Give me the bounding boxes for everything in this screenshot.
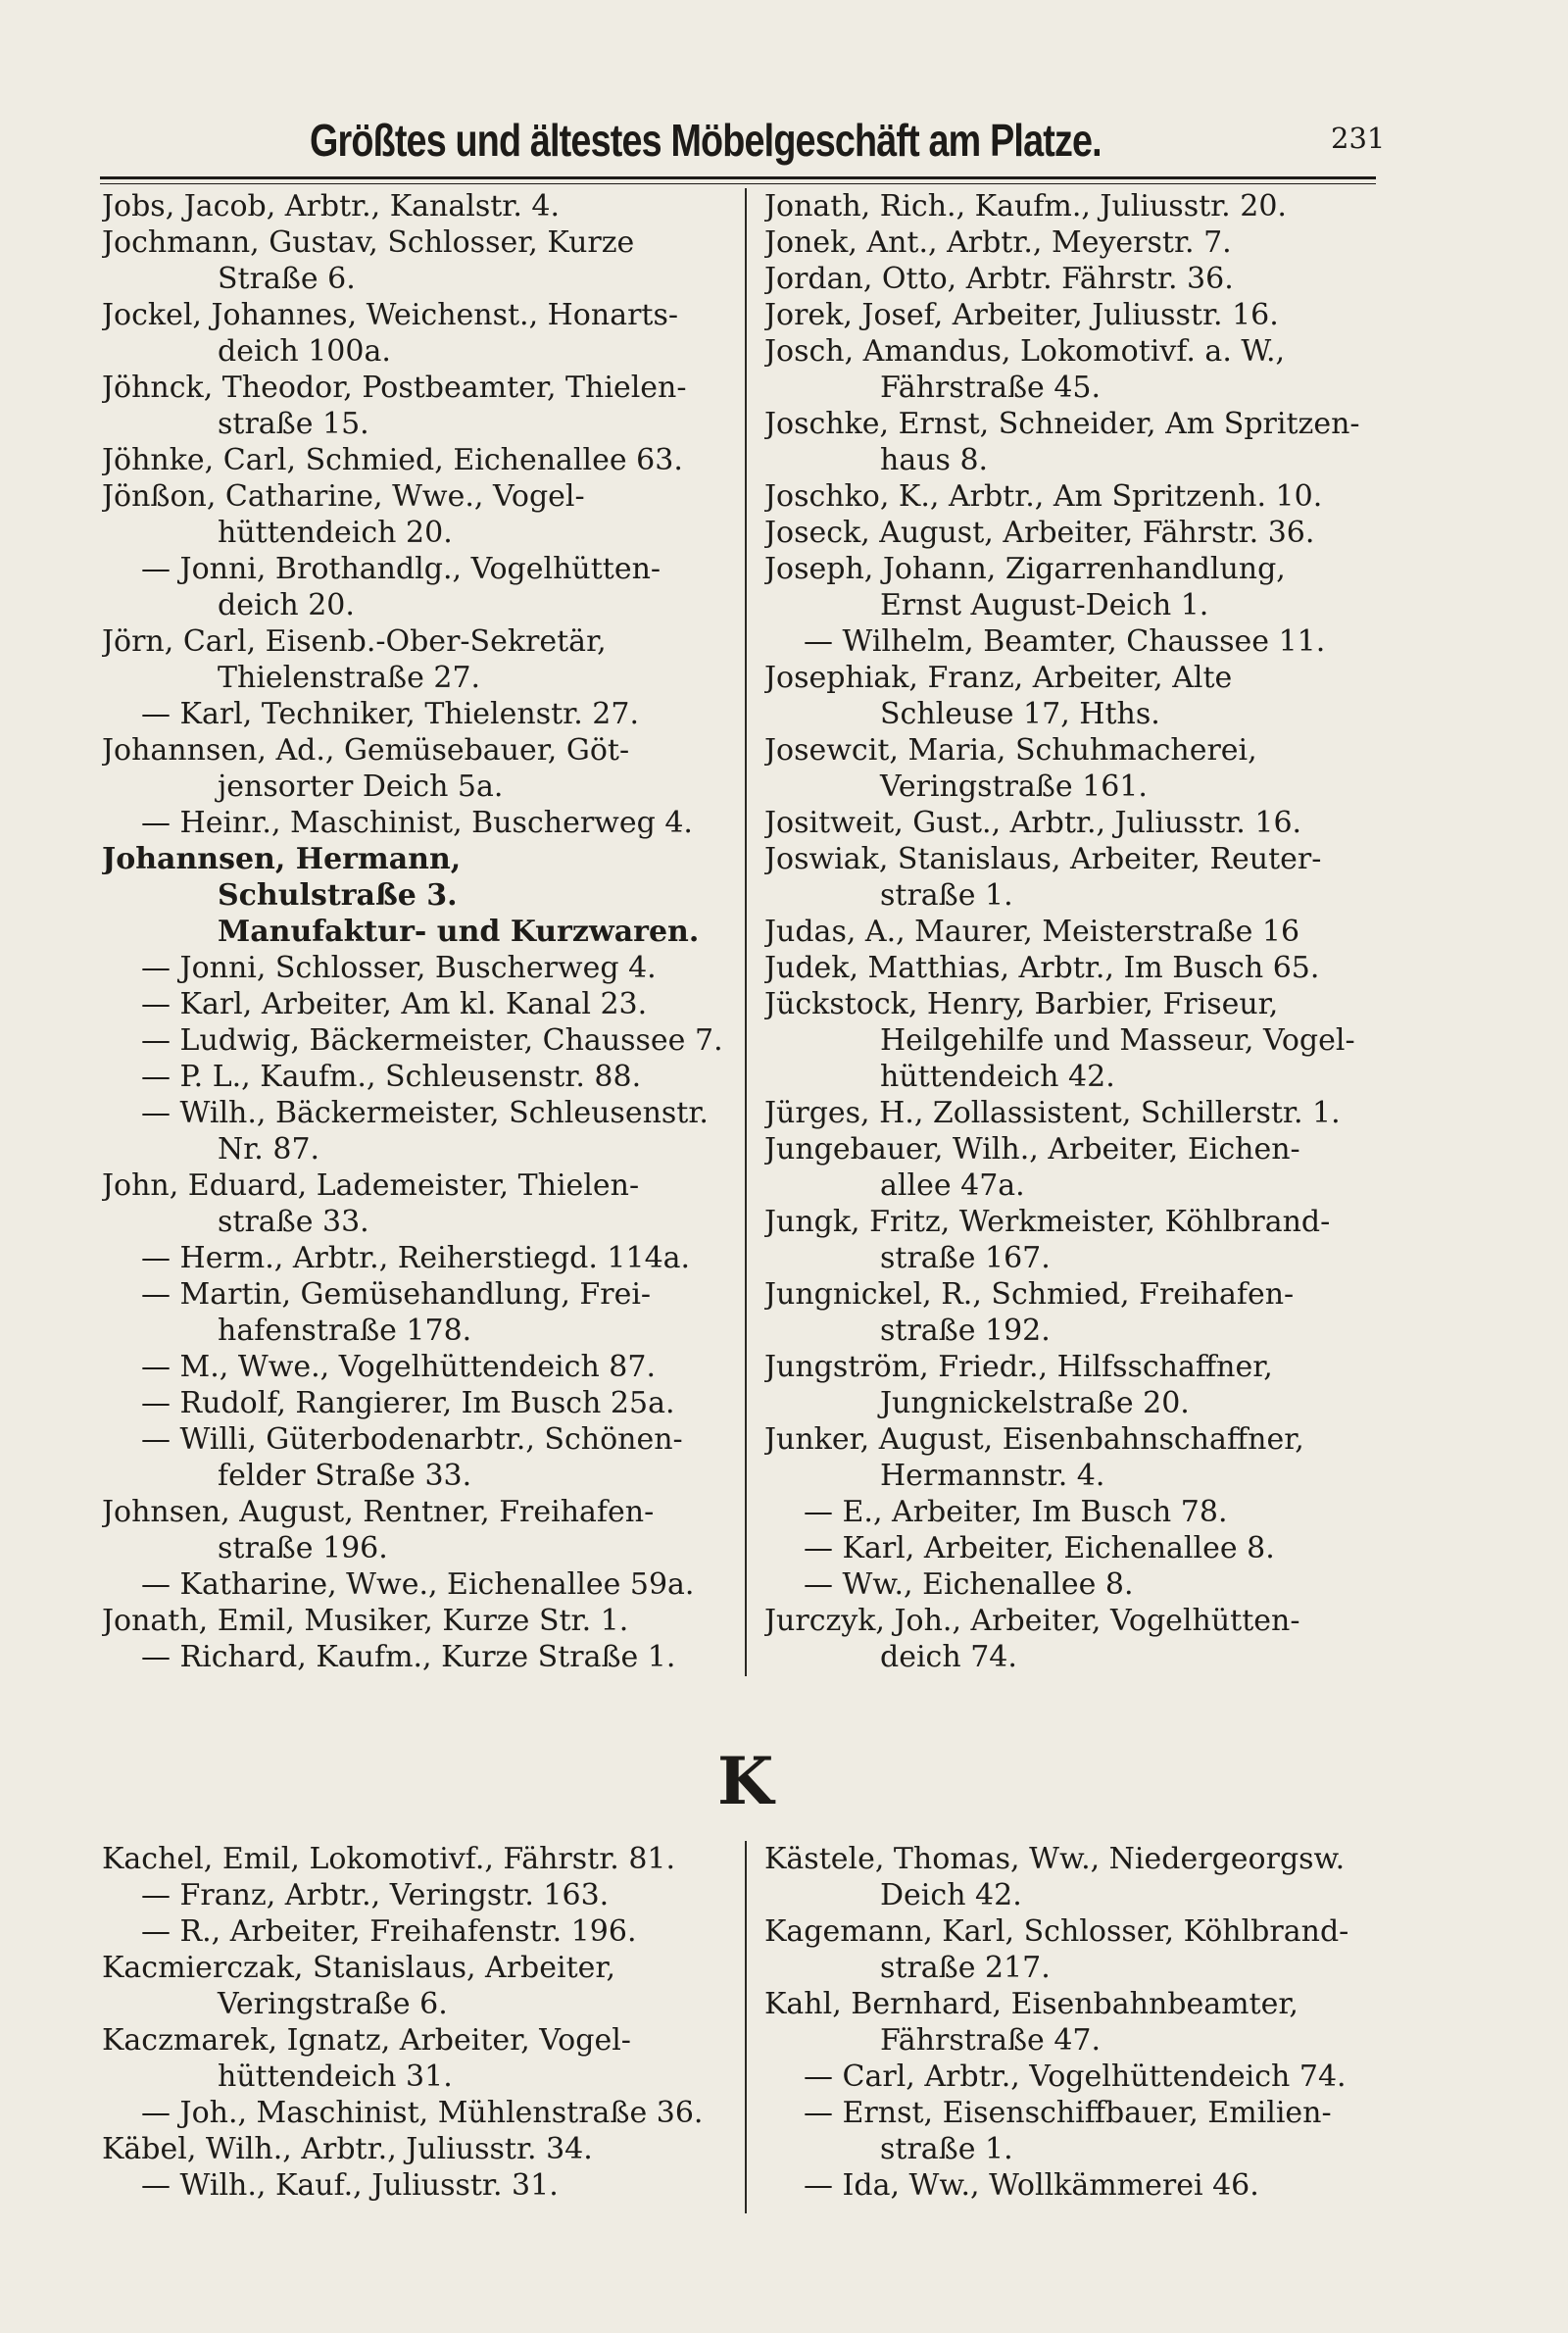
directory-line: Heilgehilfe und Masseur, Vogel- <box>880 1023 1355 1058</box>
directory-line: Josch, Amandus, Lokomotivf. a. W., <box>764 334 1286 369</box>
directory-line: — Wilh., Bäckermeister, Schleusenstr. <box>141 1096 709 1130</box>
directory-line: Jochmann, Gustav, Schlosser, Kurze <box>102 225 635 260</box>
bottom-left-column <box>102 1841 729 2204</box>
directory-line: Joseph, Johann, Zigarrenhandlung, <box>764 552 1286 586</box>
header-rule-thin <box>100 183 1376 184</box>
directory-line: Veringstraße 6. <box>218 1987 448 2021</box>
directory-line: Junker, August, Eisenbahnschaffner, <box>764 1422 1304 1457</box>
directory-line: — Joh., Maschinist, Mühlenstraße 36. <box>141 2096 704 2130</box>
directory-line: Josephiak, Franz, Arbeiter, Alte <box>764 661 1233 695</box>
directory-line: felder Straße 33. <box>218 1459 472 1493</box>
section-letter: K <box>717 1743 774 1819</box>
directory-line: Jockel, Johannes, Weichenst., Honarts- <box>102 298 679 332</box>
directory-line: deich 20. <box>218 588 355 622</box>
directory-line: Ernst August-Deich 1. <box>880 588 1209 622</box>
directory-line: — Ida, Ww., Wollkämmerei 46. <box>804 2168 1259 2203</box>
directory-line: Jungk, Fritz, Werkmeister, Köhlbrand- <box>764 1205 1331 1239</box>
directory-line: Straße 6. <box>218 262 356 296</box>
directory-line: Judas, A., Maurer, Meisterstraße 16 <box>764 915 1300 949</box>
directory-line: — Rudolf, Rangierer, Im Busch 25a. <box>141 1386 675 1420</box>
directory-line: Johannsen, Hermann, <box>102 842 462 876</box>
directory-line: Jückstock, Henry, Barbier, Friseur, <box>764 987 1279 1021</box>
directory-line: Jungebauer, Wilh., Arbeiter, Eichen- <box>764 1132 1300 1166</box>
directory-line: — M., Wwe., Vogelhüttendeich 87. <box>141 1350 657 1384</box>
bottom-right-column <box>764 1841 1392 2204</box>
directory-line: Manufaktur- und Kurzwaren. <box>218 915 700 949</box>
directory-line: deich 100a. <box>218 334 391 369</box>
top-right-column <box>764 188 1392 1675</box>
directory-line: — Karl, Techniker, Thielenstr. 27. <box>141 697 639 731</box>
directory-line: hafenstraße 178. <box>218 1314 472 1348</box>
directory-line: Jonath, Rich., Kaufm., Juliusstr. 20. <box>764 189 1287 223</box>
directory-line: Jungström, Friedr., Hilfsschaffner, <box>764 1350 1273 1384</box>
directory-line: Jonath, Emil, Musiker, Kurze Str. 1. <box>102 1604 629 1638</box>
directory-line: Jorek, Josef, Arbeiter, Juliusstr. 16. <box>764 298 1279 332</box>
directory-line: — Willi, Güterbodenarbtr., Schönen- <box>141 1422 683 1457</box>
directory-line: straße 1. <box>880 2132 1013 2166</box>
directory-line: deich 74. <box>880 1640 1017 1674</box>
directory-line: — Ludwig, Bäckermeister, Chaussee 7. <box>141 1023 723 1058</box>
directory-line: straße 33. <box>218 1205 369 1239</box>
directory-line: Schleuse 17, Hths. <box>880 697 1160 731</box>
directory-line: — Richard, Kaufm., Kurze Straße 1. <box>141 1640 676 1674</box>
directory-line: straße 167. <box>880 1241 1051 1275</box>
directory-line: Kästele, Thomas, Ww., Niedergeorgsw. <box>764 1842 1346 1876</box>
directory-line: John, Eduard, Lademeister, Thielen- <box>102 1168 640 1203</box>
directory-line: allee 47a. <box>880 1168 1025 1203</box>
directory-line: haus 8. <box>880 443 989 477</box>
directory-line: Jonek, Ant., Arbtr., Meyerstr. 7. <box>764 225 1232 260</box>
directory-line: Jungnickelstraße 20. <box>880 1386 1190 1420</box>
page-number: 231 <box>1331 122 1386 155</box>
directory-line: Jungnickel, R., Schmied, Freihafen- <box>764 1277 1295 1312</box>
directory-line: straße 217. <box>880 1951 1051 1985</box>
column-divider-top <box>745 188 747 1676</box>
directory-line: Jürges, H., Zollassistent, Schillerstr. 1. <box>764 1096 1341 1130</box>
directory-line: Jöhnck, Theodor, Postbeamter, Thielen- <box>102 371 687 405</box>
directory-line: hüttendeich 42. <box>880 1060 1115 1094</box>
directory-line: Kachel, Emil, Lokomotivf., Fährstr. 81. <box>102 1842 676 1876</box>
directory-line: Jordan, Otto, Arbtr. Fährstr. 36. <box>764 262 1234 296</box>
directory-line: Veringstraße 161. <box>880 769 1148 804</box>
directory-line: — Jonni, Schlosser, Buscherweg 4. <box>141 951 657 985</box>
directory-line: hüttendeich 20. <box>218 516 453 550</box>
directory-line: jensorter Deich 5a. <box>218 769 504 804</box>
directory-line: — E., Arbeiter, Im Busch 78. <box>804 1495 1228 1529</box>
directory-line: Joschko, K., Arbtr., Am Spritzenh. 10. <box>764 479 1323 514</box>
directory-line: — Karl, Arbeiter, Eichenallee 8. <box>804 1531 1275 1565</box>
directory-line: Jörn, Carl, Eisenb.-Ober-Sekretär, <box>102 624 607 659</box>
directory-line: Kagemann, Karl, Schlosser, Köhlbrand- <box>764 1914 1349 1949</box>
directory-line: Joswiak, Stanislaus, Arbeiter, Reuter- <box>764 842 1322 876</box>
column-divider-bottom <box>745 1841 747 2213</box>
directory-line: — Jonni, Brothandlg., Vogelhütten- <box>141 552 662 586</box>
directory-line: Schulstraße 3. <box>218 878 458 913</box>
header-rule <box>100 176 1376 179</box>
directory-line: straße 1. <box>880 878 1013 913</box>
directory-line: Nr. 87. <box>218 1132 320 1166</box>
directory-line: — Katharine, Wwe., Eichenallee 59a. <box>141 1567 695 1602</box>
directory-line: — Franz, Arbtr., Veringstr. 163. <box>141 1878 610 1912</box>
directory-line: Judek, Matthias, Arbtr., Im Busch 65. <box>764 951 1320 985</box>
directory-line: — Martin, Gemüsehandlung, Frei- <box>141 1277 652 1312</box>
directory-line: Johannsen, Ad., Gemüsebauer, Göt- <box>102 733 630 768</box>
directory-line: — R., Arbeiter, Freihafenstr. 196. <box>141 1914 637 1949</box>
directory-line: — P. L., Kaufm., Schleusenstr. 88. <box>141 1060 642 1094</box>
directory-line: — Herm., Arbtr., Reiherstiegd. 114a. <box>141 1241 691 1275</box>
directory-line: — Ernst, Eisenschiffbauer, Emilien- <box>804 2096 1332 2130</box>
directory-line: — Wilhelm, Beamter, Chaussee 11. <box>804 624 1326 659</box>
directory-line: straße 196. <box>218 1531 388 1565</box>
directory-line: Jöhnke, Carl, Schmied, Eichenallee 63. <box>102 443 683 477</box>
directory-line: straße 192. <box>880 1314 1051 1348</box>
directory-line: Jobs, Jacob, Arbtr., Kanalstr. 4. <box>102 189 561 223</box>
directory-line: Käbel, Wilh., Arbtr., Juliusstr. 34. <box>102 2132 593 2166</box>
directory-line: — Carl, Arbtr., Vogelhüttendeich 74. <box>804 2060 1347 2094</box>
directory-line: Hermannstr. 4. <box>880 1459 1105 1493</box>
directory-line: Jositweit, Gust., Arbtr., Juliusstr. 16. <box>764 806 1302 840</box>
directory-line: Johnsen, August, Rentner, Freihafen- <box>102 1495 655 1529</box>
directory-line: Joseck, August, Arbeiter, Fährstr. 36. <box>764 516 1315 550</box>
directory-line: Jönßon, Catharine, Wwe., Vogel- <box>102 479 585 514</box>
directory-line: Fährstraße 47. <box>880 2023 1102 2058</box>
directory-line: Joschke, Ernst, Schneider, Am Spritzen- <box>764 407 1360 441</box>
top-left-column <box>102 188 729 1675</box>
directory-line: Kacmierczak, Stanislaus, Arbeiter, <box>102 1951 616 1985</box>
directory-line: straße 15. <box>218 407 369 441</box>
directory-line: — Ww., Eichenallee 8. <box>804 1567 1134 1602</box>
directory-line: Kahl, Bernhard, Eisenbahnbeamter, <box>764 1987 1298 2021</box>
directory-line: Thielenstraße 27. <box>218 661 481 695</box>
directory-line: hüttendeich 31. <box>218 2060 453 2094</box>
page-title: Größtes und ältestes Möbelgeschäft am Platze. <box>310 115 1102 166</box>
directory-line: Josewcit, Maria, Schuhmacherei, <box>764 733 1257 768</box>
directory-line: Deich 42. <box>880 1878 1022 1912</box>
directory-line: — Karl, Arbeiter, Am kl. Kanal 23. <box>141 987 648 1021</box>
directory-line: Fährstraße 45. <box>880 371 1102 405</box>
directory-line: Kaczmarek, Ignatz, Arbeiter, Vogel- <box>102 2023 631 2058</box>
directory-line: Jurczyk, Joh., Arbeiter, Vogelhütten- <box>764 1604 1300 1638</box>
directory-line: — Wilh., Kauf., Juliusstr. 31. <box>141 2168 559 2203</box>
directory-line: — Heinr., Maschinist, Buscherweg 4. <box>141 806 693 840</box>
